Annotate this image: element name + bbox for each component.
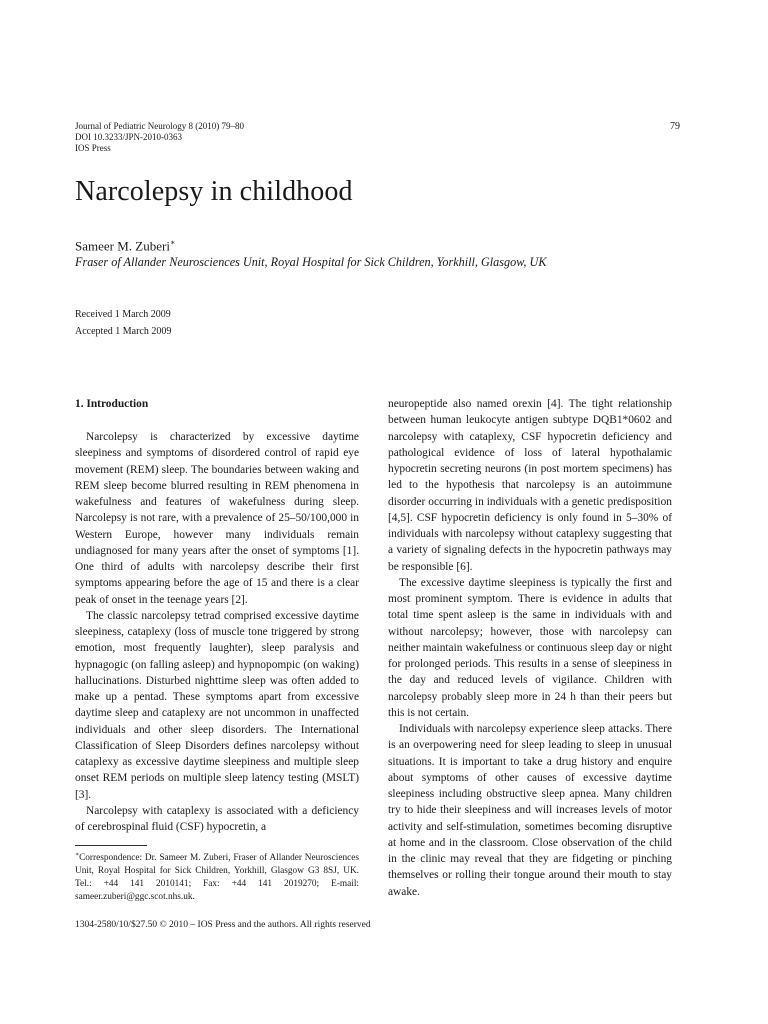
paragraph: neuropeptide also named orexin [4]. The tight relationship between human leukocyte antigen subtype DQB1*0602 and narcolepsy with cataplexy, CSF hypocretin deficiency and pathological evidence of loss of lateral hypothalamic hypocretin secreting neurons (in post mortem specimens) has led to the hypothesis that narcolepsy is an autoimmune disorder occurring in individuals with a genetic predisposition [4,5]. CSF hypocretin deficiency is only found in 5–30% of individuals with narcolepsy without cataplexy suggesting that a variety of signaling defects in the hypocretin pathways may be responsible [6].	[388, 398, 672, 573]
author-affiliation: Fraser of Allander Neurosciences Unit, Royal Hospital for Sick Children, Yorkhill, Glasgow, UK	[75, 255, 547, 269]
footnote-divider	[75, 845, 147, 846]
author-footnote-mark[interactable]: ∗	[169, 238, 176, 247]
copyright-notice: 1304-2580/10/$27.50 © 2010 – IOS Press and the authors. All rights reserved	[75, 920, 371, 930]
paragraph: Narcolepsy with cataplexy is associated with a deficiency of cerebrospinal fluid (CSF) hypocretin, a	[75, 804, 359, 833]
paragraph: The classic narcolepsy tetrad comprised excessive daytime sleepiness, cataplexy (loss of muscle tone triggered by strong emotion, most frequently laughter), sleep paralysis and hypnagogic (on falling asleep) and hypnopompic (on waking) hallucinations. Disturbed nighttime sleep was often added to make up a pentad. These symptoms apart from excessive daytime sleep and cataplexy are not uncommon in unaffected individuals and other sleep disorders. The International Classification of Sleep Disorders defines narcolepsy without cataplexy as excessive daytime sleepiness and multiple sleep onset REM periods on multiple sleep latency testing (MSLT) [3].	[75, 609, 359, 801]
footnote-text: Correspondence: Dr. Sameer M. Zuberi, Fraser of Allander Neurosciences Unit, Royal Hospital for Sick Children, Yorkhill, Glasgow G3 8SJ, UK. Tel.: +44 141 2010141; Fax: +44 141 2019270; E-mail: sameer.zuberi@ggc.scot.nhs.uk.	[75, 853, 359, 903]
journal-header	[75, 121, 244, 154]
right-column	[388, 396, 672, 900]
author-name: Sameer M. Zuberi	[75, 238, 170, 254]
left-column	[75, 396, 359, 835]
publisher: IOS Press	[75, 143, 111, 153]
page-number: 79	[670, 121, 680, 132]
received-date: Received 1 March 2009	[75, 309, 171, 320]
footnote-mark: ∗	[75, 852, 80, 858]
paragraph: The excessive daytime sleepiness is typically the first and most prominent symptom. There is evidence in adults that total time spent asleep is the same in individuals with and without narcolepsy; however, those with narcolepsy can neither maintain wakefulness or continuous sleep day or night for prolonged periods. This results in a sense of sleepiness in the day and reduced levels of vigilance. Children with narcolepsy probably sleep more in 24 h than their peers but this is not certain.	[388, 576, 672, 719]
author-line	[75, 238, 175, 254]
correspondence-footnote	[75, 849, 359, 904]
accepted-date: Accepted 1 March 2009	[75, 326, 172, 337]
journal-citation: Journal of Pediatric Neurology 8 (2010) 79–80	[75, 121, 244, 131]
article-title: Narcolepsy in childhood	[75, 176, 353, 207]
section-heading: 1. Introduction	[75, 398, 149, 410]
paragraph: Individuals with narcolepsy experience sleep attacks. There is an overpowering need for sleep leading to sleep in unusual situations. It is important to take a drug history and enquire about symptoms of other causes of excessive daytime sleepiness including obstructive sleep apnea. Many children try to hide their sleepiness and will increases levels of motor activity and self-stimulation, sometimes becoming disruptive at home and in the classroom. Close observation of the child in the clinic may reveal that they are fidgeting or pinching themselves or rolling their tongue around their mouth to stay awake.	[388, 723, 672, 898]
paragraph: Narcolepsy is characterized by excessive daytime sleepiness and symptoms of disordered control of rapid eye movement (REM) sleep. The boundaries between waking and REM sleep become blurred resulting in REM phenomena in wakefulness and features of wakefulness during sleep. Narcolepsy is not rare, with a prevalence of 25–50/100,000 in Western Europe, however many individuals remain undiagnosed for many years after the onset of symptoms [1]. One third of adults with narcolepsy describe their first symptoms appearing before the age of 15 and there is a clear peak of onset in the teenage years [2].	[75, 431, 359, 606]
article-dates	[75, 306, 171, 340]
doi: DOI 10.3233/JPN-2010-0363	[75, 132, 182, 142]
